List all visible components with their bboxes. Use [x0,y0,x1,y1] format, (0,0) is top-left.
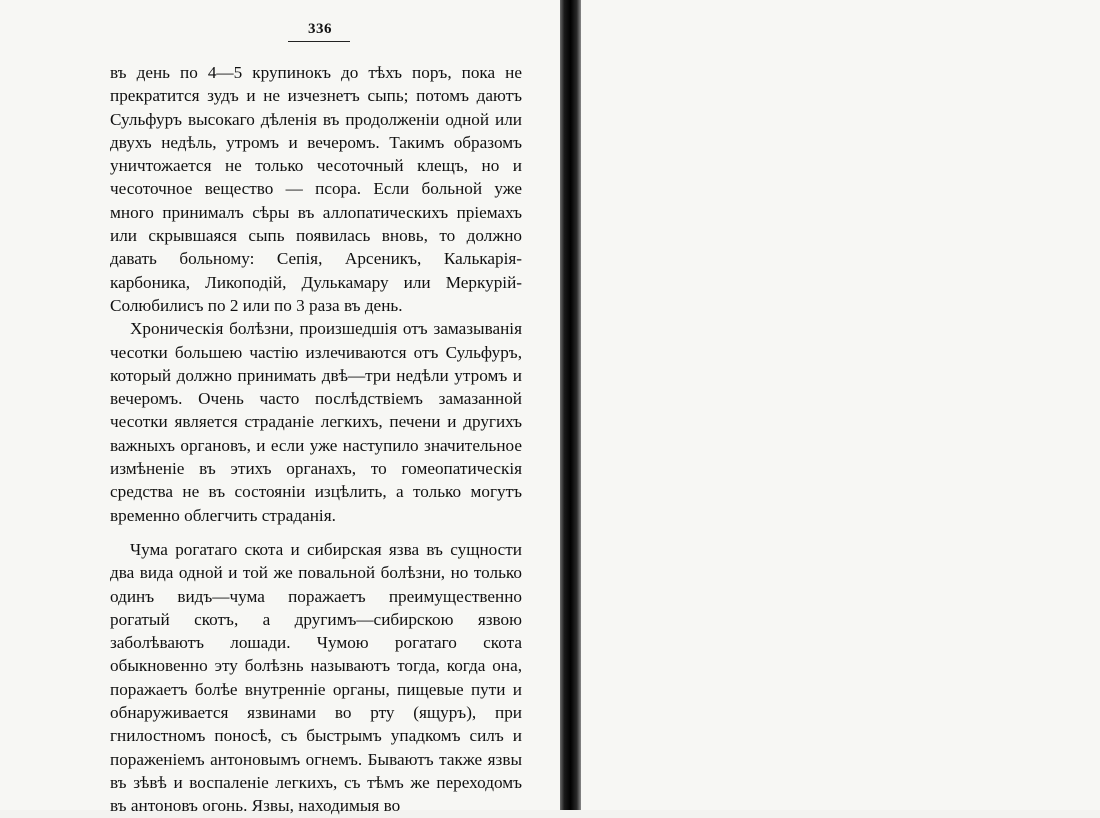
right-page [581,0,1100,810]
paragraph: въ день по 4—5 крупинокъ до тѣхъ поръ, пока не прекратится зудъ и не изчезнетъ сыпь; потомъ даютъ Сульфуръ высокаго дѣленія въ продолженіи одной или двухъ недѣль, утромъ и вечеромъ. Такимъ образомъ уничтожается не только чесоточный клещъ, но и чесоточное вещество — псора. Если больной уже много принималъ сѣры въ аллопатическихъ пріемахъ или скрывшаяся сыпь появилась вновь, то должно давать больному: Сепія, Арсеникъ, Калькарія-карбоника, Ликоподій, Дулькамару или Меркурій-Солюбилисъ по 2 или по 3 раза въ день. [110,63,522,315]
paragraph-section-heading: Чума рогатаго скота и сибирская язва въ сущности два вида одной и той же повальной болѣзни, но только одинъ видъ—чума поражаетъ преимущественно рогатый скотъ, а другимъ—сибирскою язвою заболѣваютъ лошади. Чумою рогатаго скота обыкновенно эту болѣзнь называютъ тогда, когда она, поражаетъ болѣе внутренніе органы, пищевые пути и обнаруживается язвинами во рту (ящуръ), при гнилостномъ поносѣ, съ быстрымъ упадкомъ силъ и пораженіемъ антоновымъ огнемъ. Бываютъ также язвы въ зѣвѣ и воспаленіе легкихъ, съ тѣмъ же переходомъ въ антоновъ огонь. Язвы, находимыя во [110,539,522,816]
book-gutter [560,0,581,810]
page-number-underline [288,41,350,42]
left-page-body [110,61,522,818]
page-number: 336 [308,21,332,37]
paragraph: Хроническія болѣзни, произшедшія отъ замазыванія чесотки большею частію излечиваются отъ Сульфуръ, который должно принимать двѣ—три недѣли утромъ и вечеромъ. Очень часто послѣдствіемъ замазанной чесотки является страданіе легкихъ, печени и другихъ важныхъ органовъ, и если уже наступило значительное измѣненіе въ этихъ органахъ, то гомеопатическія средства не въ состояніи изцѣлить, а только могутъ временно облегчить страданія. [110,319,522,525]
